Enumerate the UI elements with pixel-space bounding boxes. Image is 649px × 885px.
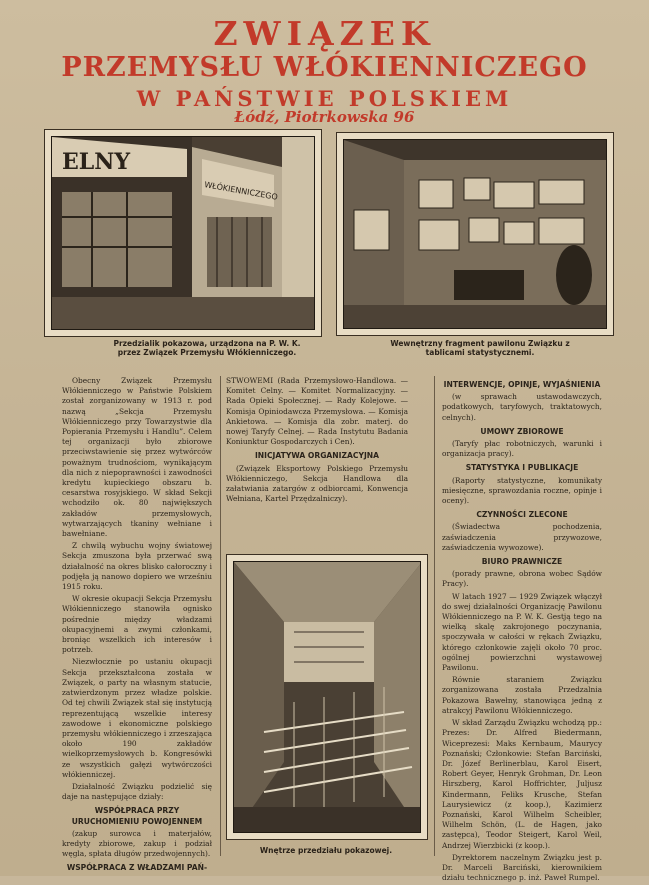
col1-heading-2: WSPÓŁPRACA Z WŁADZAMI PAŃ- [66,863,208,873]
col1-paragraph-1: Obecny Związek Przemysłu Włókienniczego w Państwie Polskiem został zorganizowany w 1913 r. pod nazwą „Sekcja Przemysłu Włókienniczego przy Towarzystwie dla Popierania Przemysłu i Handlu”. Celem tej organizacji było zbiorowe przeciwstawienie się przez wytwórców poważnym trudnościom, wynikającym dla nich z niepoprawności i zawodności kredytu kupieckiego obszaru b. cesarstwa rosyjskiego. W skład Sekcji wchodziło ok. 80 największych zakładów przemysłowych, wytwarzających tkaniny wełniane i bawełniane. [62,376,212,539]
photo-pavilion-interior-image [343,139,607,329]
caption-left: Przedzialik pokazowa, urządzona na P. W. K. przez Związek Przemysłu Włókienniczego. [113,339,301,357]
col2-heading-1: INICJATYWA ORGANIZACYJNA [254,451,380,461]
photo-exhibition-booth [44,129,322,337]
col1-paragraph-6: (zakup surowca i materjałów, kredyty zbiorowe, zakup i podział węgla, spłata długów przedwojennych). [62,828,212,859]
caption-bottom: Wnętrze przedziału pokazowej. [259,846,393,855]
photo-spinning-room [226,554,428,840]
address: Łódź, Piotrkowska 96 [234,108,415,126]
booth-sign-text: ELNY [62,149,131,175]
col2-paragraph-2: (Związek Eksportowy Polskiego Przemysłu Włókienniczego, Sekcja Handlowa dla załatwiania zatargów z odbiorcami, Konwencja Wełniana, Kartel Przędzalniczy). [226,463,408,504]
col3-heading-2: UMOWY ZBIOROWE [480,426,564,436]
col3-heading-3: STATYSTYKA I PUBLIKACJE [465,463,579,473]
column-1 [62,376,212,876]
col3-heading-5: BIURO PRAWNICZE [481,557,563,567]
col3-paragraph-6: W latach 1927 — 1929 Związek włączył do swej działalności Organizację Pawilonu Włókienniczego na P. W. K. Gestją tego na wielką skalę zakrojonego poczynania, spoczywała w całości w rękach Związku, którego członkowie zajęli około 70 proc. ogólnej powierzchni wystawowej Pawilonu. [442,591,602,673]
col1-paragraph-5: Działalność Związku podzielić się daje na następujące działy: [62,781,212,802]
title-line-1: ZWIĄZEK [213,14,436,53]
col1-paragraph-3: W okresie okupacji Sekcja Przemysłu Włókienniczego stanowiła ognisko pośrednie między władzami okupacyjnemi a zwymi członkami, broniąc wszelkich ich interesów i potrzeb. [62,594,212,655]
column-divider-1 [220,376,221,856]
col1-paragraph-2: Z chwilą wybuchu wojny światowej Sekcja zmuszona była przerwać swą działalność na okres blisko całoroczny i podjęła ją nanowo dopiero we wrześniu 1915 roku. [62,541,212,592]
col3-heading-1: INTERWENCJE, OPINJE, WYJAŚNIENIA [443,380,601,389]
col3-paragraph-7: Równie staraniem Związku zorganizowana została Przedzalnia Pokazowa Bawełny, stanowiąca jedną z atrakcyj Pawilonu Włókienniczego. [442,675,602,715]
column-3 [442,376,602,885]
col3-paragraph-1: (w sprawach ustawodawczych, podatkowych, taryfowych, traktatowych, celnych). [442,392,602,422]
photo-spinning-room-image [233,561,421,833]
title-line-2: PRZEMYSŁU WŁÓKIENNICZEGO [61,52,588,83]
booth-sign-text-2: WŁÓKIENNICZEGO [203,180,279,202]
col3-paragraph-8: W skład Zarządu Związku wchodzą pp.: Prezes: Dr. Alfred Biedermann, Wiceprezesi: Maks Kernbaum, Maurycy Poznański; Członkowie: Stefan Barciński, Dr. Józef Berlinerblau, Karol Eisert, Robert Geyer, Henryk Grohman, Dr. Leon Hirszberg, Karol Hoffrichter, Juljusz Kindermann, Feliks Krusche, Stefan Laurysiewicz (z koop.), Kazimierz Poznański, Karol Wilhelm Scheibler, Wilhelm Schön, (L. de Hagen, jako zastępca), Teodor Steigert, Karol Weil, Andrzej Wierzbicki (z koop.). [442,718,602,850]
col3-paragraph-4: (Świadectwa pochodzenia, zaświadczenia przywozowe, zaświadczenia wywozowe). [442,522,602,552]
photo-pavilion-interior [336,132,614,336]
col3-heading-4: CZYNNOŚCI ZLECONE [476,510,568,520]
col3-paragraph-9: Dyrektorem naczelnym Związku jest p. Dr. Marceli Barciński, kierownikiem działu technicznego p. inż. Paweł Rumpel. [442,852,602,883]
column-2 [226,376,408,506]
col3-paragraph-3: (Raporty statystyczne, komunikaty miesięczne, sprawozdania roczne, opinje i oceny). [442,475,602,506]
photo-exhibition-booth-image [51,136,315,330]
col3-paragraph-5: (porady prawne, obrona wobec Sądów Pracy). [442,569,602,589]
title-line-3: W PAŃSTWIE POLSKIEM [136,86,513,111]
col1-paragraph-4: Niezwłocznie po ustaniu okupacji Sekcja przekształcona została w Związek, o party na własnym statucie, zatwierdzonym przez władze polskie. Od tej chwili Związek stał się instytucją reprezentującą wszelkie interesy zawodowe i ekonomiczne polskiego przemysłu włókienniczego i zrzeszająca około 190 zakładów wielkoprzemysłowych b. Kongresówki ze wszystkich gałęzi wytwórczości włókienniczej. [62,657,212,779]
column-divider-2 [434,376,435,856]
caption-right: Wewnętrzny fragment pawilonu Związku z tablicami statystycznemi. [390,339,570,357]
col3-paragraph-2: (Taryfy płac robotniczych, warunki i organizacja pracy). [442,439,602,459]
col2-paragraph-1: STWOWEMI (Rada Przemysłowo-Handlowa. — Komitet Celny. — Komitet Normalizacyjny. — Rada Opieki Społecznej. — Rady Kolejowe. — Komisja Opiniodawcza Przemysłowa. — Komisja Ankietowa. — Komisja dla zobr. materj. do nowej Taryfy Celnej. — Rada Instytutu Badania Koniunktur Gospodarczych i Cen). [226,376,408,447]
col1-heading-1: WSPÓŁPRACA PRZY URUCHOMIENIU POWOJENNEM [71,806,203,826]
